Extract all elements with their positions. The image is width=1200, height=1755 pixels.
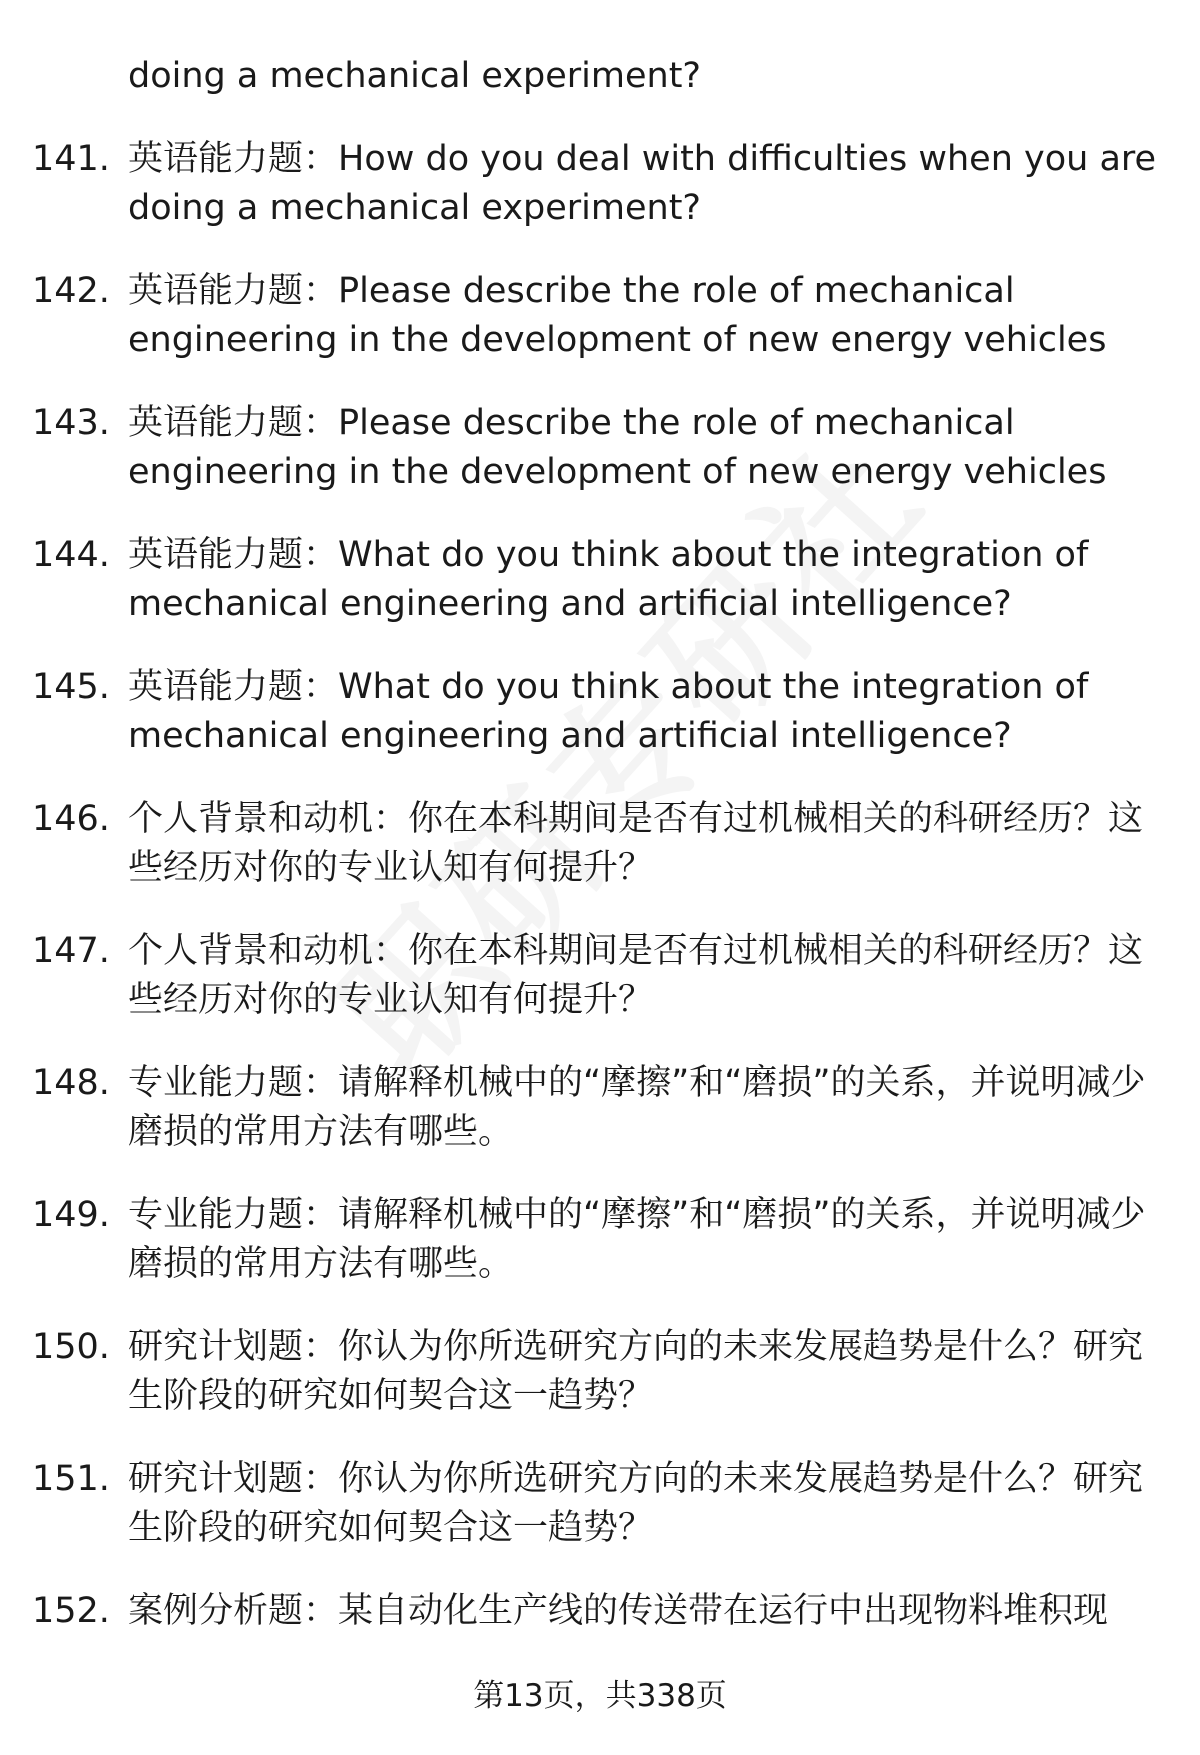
item-number: 149. [32,1195,110,1235]
question-list [0,52,1200,1670]
item-number: 141. [32,139,110,179]
item-number: 148. [32,1063,110,1103]
item-text: 研究计划题：你认为你所选研究方向的未来发展趋势是什么？研究生阶段的研究如何契合这一趋势？ [128,1459,1144,1548]
list-item-148 [0,1059,1200,1157]
item-text: 个人背景和动机：你在本科期间是否有过机械相关的科研经历？这些经历对你的专业认知有何提升？ [128,931,1144,1020]
item-text: 英语能力题：Please describe the role of mechanical engineering in the development of new energy vehicles [128,271,1107,360]
item-number: 152. [32,1591,110,1631]
list-item-151 [0,1455,1200,1553]
item-text: 英语能力题：How do you deal with difficulties when you are doing a mechanical experiment? [128,139,1157,228]
item-number: 142. [32,271,110,311]
list-item-152 [0,1587,1200,1636]
continuation-text: doing a mechanical experiment? [128,56,702,96]
list-item-150 [0,1323,1200,1421]
list-item-149 [0,1191,1200,1289]
list-item-141 [0,135,1200,233]
item-number: 146. [32,799,110,839]
list-item-146 [0,795,1200,893]
item-text: 英语能力题：Please describe the role of mechanical engineering in the development of new energy vehicles [128,403,1107,492]
item-number: 150. [32,1327,110,1367]
page-footer: 第13页，共338页 [473,1678,727,1714]
list-item-142 [0,267,1200,365]
item-text: 研究计划题：你认为你所选研究方向的未来发展趋势是什么？研究生阶段的研究如何契合这一趋势？ [128,1327,1144,1416]
item-text: 英语能力题：What do you think about the integration of mechanical engineering and artificial intelligence? [128,667,1089,756]
item-text: 英语能力题：What do you think about the integration of mechanical engineering and artificial intelligence? [128,535,1089,624]
item-number: 144. [32,535,110,575]
list-item-147 [0,927,1200,1025]
item-number: 145. [32,667,110,707]
continuation-line [0,52,1200,101]
item-text: 专业能力题：请解释机械中的“摩擦”和“磨损”的关系，并说明减少磨损的常用方法有哪些。 [128,1195,1146,1284]
list-item-144 [0,531,1200,629]
list-item-145 [0,663,1200,761]
item-number: 151. [32,1459,110,1499]
item-text: 个人背景和动机：你在本科期间是否有过机械相关的科研经历？这些经历对你的专业认知有何提升？ [128,799,1144,888]
item-number: 143. [32,403,110,443]
item-text: 专业能力题：请解释机械中的“摩擦”和“磨损”的关系，并说明减少磨损的常用方法有哪些。 [128,1063,1146,1152]
list-item-143 [0,399,1200,497]
item-text: 案例分析题：某自动化生产线的传送带在运行中出现物料堆积现 [128,1591,1109,1631]
item-number: 147. [32,931,110,971]
